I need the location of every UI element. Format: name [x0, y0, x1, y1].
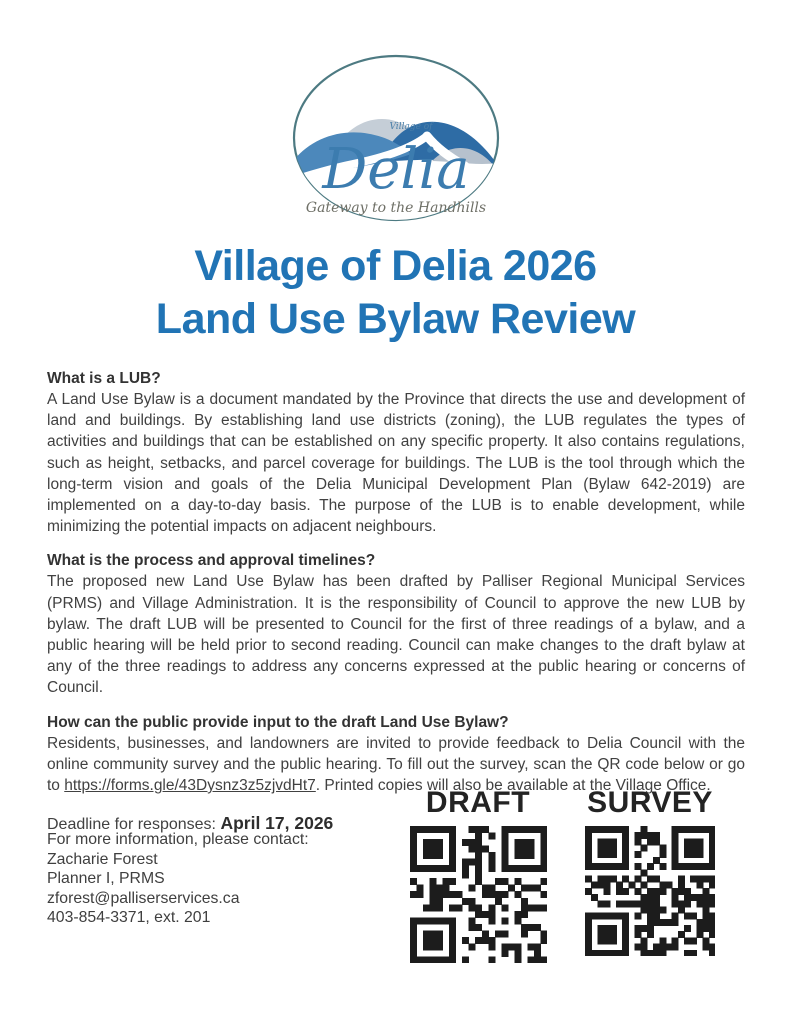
contact-line: zforest@palliserservices.ca — [47, 889, 240, 907]
draft-qr-column — [404, 786, 552, 968]
contact-block — [47, 830, 309, 928]
logo-tagline-text: Gateway to the Handhills — [305, 200, 486, 216]
logo-name-text: Delia — [321, 137, 470, 202]
page-title — [0, 240, 791, 346]
survey-form-link[interactable]: https://forms.gle/43Dysnz3z5zjvdHt7 — [64, 777, 316, 795]
contact-line: Planner I, PRMS — [47, 870, 165, 888]
body-content — [47, 368, 745, 834]
section-heading-what-is-a-lub: What is a LUB? — [47, 370, 161, 387]
page-title-line1: Village of Delia 2026 — [194, 242, 597, 290]
survey-qr-label: SURVEY — [587, 786, 713, 819]
contact-line: 403-854-3371, ext. 201 — [47, 909, 211, 927]
delia-logo — [289, 52, 503, 226]
contact-line: For more information, please contact: — [47, 831, 309, 848]
logo-village-of-text: Village of — [388, 122, 433, 132]
section-body-what-is-a-lub: A Land Use Bylaw is a document mandated by the Province that directs the use and development of land and buildings. By establishing land use districts (zoning), the LUB regulates the types of activities and buildings that can be established on any specific property. It also contains regulations, such as height, setbacks, and parcel coverage for buildings. The LUB is the tool through which the long-term vision and goals of the Delia Municipal Development Plan (Bylaw 642-2019) are implemented on a day-to-day basis. The purpose of the LUB is to enable development, while minimizing the potential impacts on adjacent neighbours. — [47, 391, 745, 536]
draft-qr-label: DRAFT — [425, 786, 531, 819]
delia-logo-graphic — [289, 52, 503, 226]
deadline-label: Deadline for responses: — [47, 816, 221, 834]
deadline-date: April 17, 2026 — [220, 813, 334, 834]
section-heading-public-input: How can the public provide input to the draft Land Use Bylaw? — [47, 713, 509, 731]
survey-qr-code[interactable] — [585, 826, 715, 956]
section-heading-process-timelines: What is the process and approval timelines? — [47, 552, 376, 570]
section-body-process-timelines: The proposed new Land Use Bylaw has been drafted by Palliser Regional Municipal Services (PRMS) and Village Administration. It is the responsibility of Council to approve the new LUB by bylaw. The draft LUB will be presented to Council for the first of three readings of a bylaw, and a public hearing will be held prior to second reading. Council can make changes to the draft bylaw at any of the three readings to address any concerns expressed at the public hearing or concerns of Council. — [47, 573, 745, 697]
survey-qr-column — [580, 786, 720, 961]
public-input-text-pre: Residents, businesses, and landowners are invited to provide feedback to Delia Council with the online community survey and the public hearing. To fill out the survey, scan the QR code below or go to — [47, 734, 745, 795]
draft-qr-code[interactable] — [410, 826, 547, 963]
public-input-text-post: . Printed copies will also be available at the Village Office. — [315, 777, 711, 795]
page-title-line2: Land Use Bylaw Review — [155, 295, 636, 343]
contact-line: Zacharie Forest — [47, 850, 158, 868]
